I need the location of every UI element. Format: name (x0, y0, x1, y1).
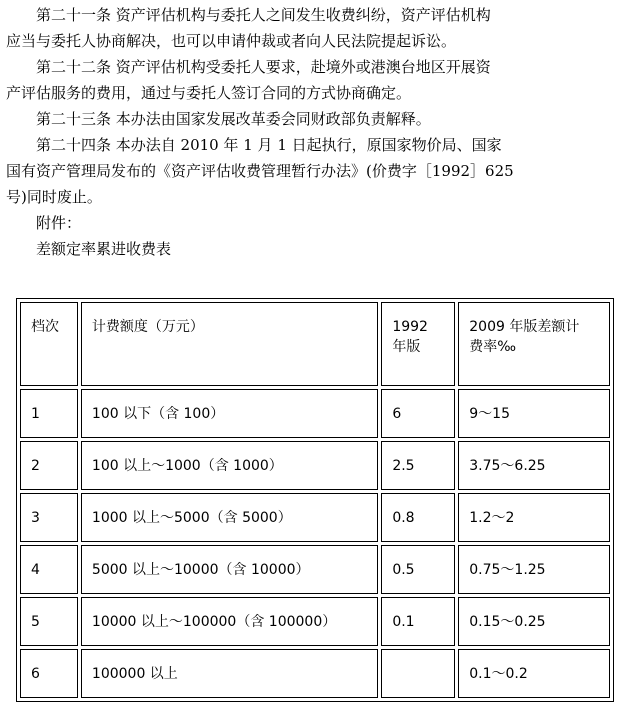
cell-2009: 9～15 (458, 389, 610, 438)
header-1992-line-2: 年版 (392, 339, 421, 355)
cell-amount: 100 以下（含 100） (81, 389, 378, 438)
table-row (20, 649, 610, 698)
table-row (20, 545, 610, 594)
cell-1992 (381, 649, 455, 698)
table-row (20, 441, 610, 490)
article-22-line-1: 第二十二条 资产评估机构受委托人要求，赴境外或港澳台地区开展资 (36, 58, 491, 76)
cell-2009: 0.1～0.2 (458, 649, 610, 698)
cell-1992: 0.8 (381, 493, 455, 542)
table-row (20, 389, 610, 438)
cell-tier: 4 (20, 545, 78, 594)
article-24-line-2: 国有资产管理局发布的《资产评估收费管理暂行办法》(价费字［1992］625 (6, 162, 514, 180)
header-1992-line-1: 1992 (392, 319, 428, 335)
cell-amount: 5000 以上～10000（含 10000） (81, 545, 378, 594)
cell-amount: 100 以上～1000（含 1000） (81, 441, 378, 490)
table-title: 差额定率累进收费表 (36, 240, 172, 258)
article-24-line-1: 第二十四条 本办法自 2010 年 1 月 1 日起执行，原国家物价局、国家 (36, 136, 502, 154)
cell-amount: 100000 以上 (81, 649, 378, 698)
cell-amount: 10000 以上～100000（含 100000） (81, 597, 378, 646)
cell-tier: 2 (20, 441, 78, 490)
header-tier: 档次 (20, 302, 78, 386)
article-21-line-1: 第二十一条 资产评估机构与委托人之间发生收费纠纷，资产评估机构 (36, 6, 491, 24)
attachment-label: 附件： (36, 214, 82, 232)
fee-rate-table (16, 298, 614, 702)
header-amount: 计费额度（万元） (81, 302, 378, 386)
cell-2009: 3.75～6.25 (458, 441, 610, 490)
table-row (20, 597, 610, 646)
cell-2009: 0.75～1.25 (458, 545, 610, 594)
table-header-row (20, 302, 610, 386)
header-2009-line-1: 2009 年版差额计 (469, 319, 580, 335)
cell-tier: 6 (20, 649, 78, 698)
cell-tier: 3 (20, 493, 78, 542)
cell-1992: 6 (381, 389, 455, 438)
article-22-line-2: 产评估服务的费用，通过与委托人签订合同的方式协商确定。 (6, 84, 412, 102)
cell-1992: 0.5 (381, 545, 455, 594)
cell-tier: 1 (20, 389, 78, 438)
cell-1992: 2.5 (381, 441, 455, 490)
header-2009-line-2: 费率‰ (469, 339, 517, 355)
header-1992 (381, 302, 455, 386)
cell-2009: 0.15～0.25 (458, 597, 610, 646)
article-23-line-1: 第二十三条 本办法由国家发展改革委会同财政部负责解释。 (36, 110, 431, 128)
cell-2009: 1.2～2 (458, 493, 610, 542)
header-2009 (458, 302, 610, 386)
cell-1992: 0.1 (381, 597, 455, 646)
article-24-line-3: 号)同时废止。 (6, 188, 102, 206)
cell-amount: 1000 以上～5000（含 5000） (81, 493, 378, 542)
article-21-line-2: 应当与委托人协商解决，也可以申请仲裁或者向人民法院提起诉讼。 (6, 32, 457, 50)
cell-tier: 5 (20, 597, 78, 646)
table-row (20, 493, 610, 542)
